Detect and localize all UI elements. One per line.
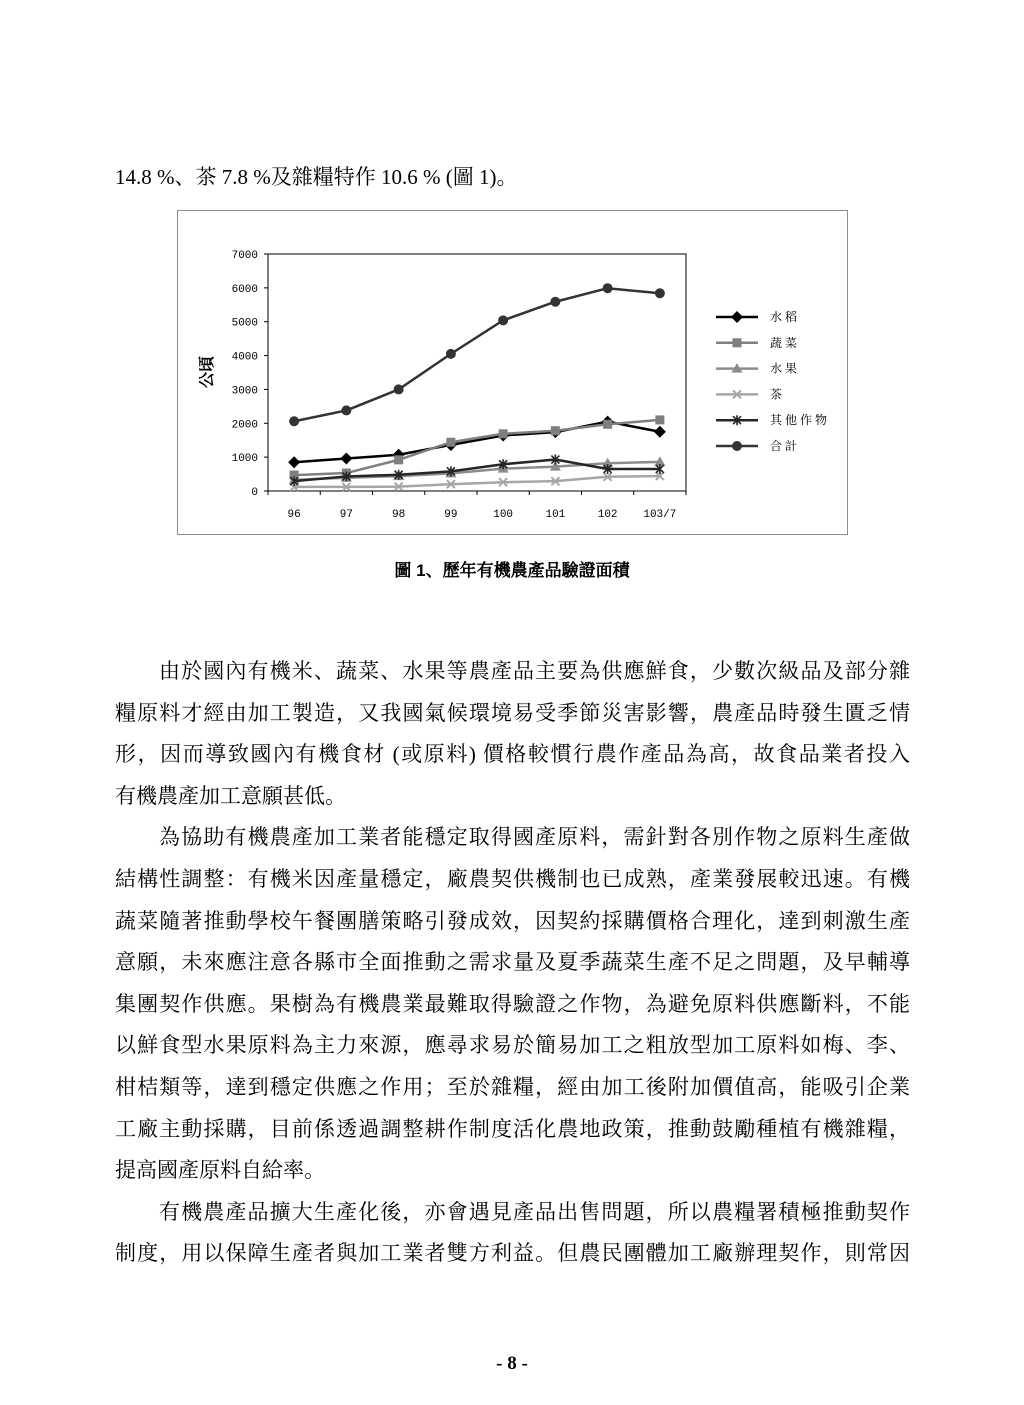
text-line: 有機農產加工意願甚低。 xyxy=(115,783,346,808)
y-tick-label: 2000 xyxy=(231,419,258,432)
vegetables-data-point xyxy=(446,438,455,447)
legend-item-fruit xyxy=(716,361,800,376)
total-series xyxy=(289,283,665,426)
chart-legend xyxy=(716,309,830,453)
legend-item-total xyxy=(716,438,800,453)
text-line: 為協助有機農產加工業者能穩定取得國產原料，需針對各別作物之原料生產做 xyxy=(159,825,910,850)
text-line: 意願，未來應注意各縣市全面推動之需求量及夏季蔬菜生產不足之問題，及早輔導 xyxy=(115,950,910,975)
total-data-point xyxy=(341,405,351,415)
total-data-point xyxy=(550,297,560,307)
text-line: 結構性調整：有機米因產量穩定，廠農契供機制也已成熟，產業發展較迅速。有機 xyxy=(115,866,910,891)
legend-label: 蔬菜 xyxy=(770,335,801,350)
legend-label: 合計 xyxy=(770,439,801,453)
legend-marker xyxy=(733,338,742,347)
total-data-point xyxy=(655,288,665,298)
legend-marker xyxy=(731,311,743,323)
body-text xyxy=(115,651,910,1275)
y-axis-title: 公頃 xyxy=(199,355,216,389)
text-line: 形，因而導致國內有機食材 (或原料) 價格較慣行農作產品為高，故食品業者投入 xyxy=(115,742,910,767)
x-tick-label: 97 xyxy=(339,509,353,521)
text-line: 以鮮食型水果原料為主力來源，應尋求易於簡易加工之粗放型加工原料如梅、李、 xyxy=(115,1033,910,1058)
text-line: 柑桔類等，達到穩定供應之作用；至於雜糧，經由加工後附加價值高，能吸引企業 xyxy=(115,1074,910,1099)
text-line: 由於國內有機米、蔬菜、水果等農產品主要為供應鮮食，少數次級品及部分雜 xyxy=(159,659,910,683)
legend-item-rice xyxy=(716,309,800,324)
total-data-point xyxy=(603,283,613,293)
vegetables-data-point xyxy=(394,455,403,464)
x-tick-label: 96 xyxy=(287,509,301,521)
total-series-line xyxy=(294,288,660,421)
x-tick-label: 100 xyxy=(493,509,514,521)
intro-text-line: 14.8 %、茶 7.8 %及雜糧特作 10.6 % (圖 1)。 xyxy=(115,165,518,189)
x-tick-label: 99 xyxy=(444,509,458,521)
legend-item-tea xyxy=(716,387,785,401)
legend-marker xyxy=(732,441,742,451)
paragraph xyxy=(115,1192,910,1275)
total-data-point xyxy=(446,349,456,359)
line-chart xyxy=(178,211,847,534)
legend-label: 其他作物 xyxy=(770,413,831,428)
legend-item-other-crops xyxy=(716,412,830,427)
total-data-point xyxy=(394,384,404,394)
x-tick-label: 101 xyxy=(545,509,566,521)
y-tick-label: 3000 xyxy=(231,385,258,398)
text-line: 糧原料才經由加工製造，又我國氣候環境易受季節災害影響，農產品時發生匱乏情 xyxy=(115,700,910,725)
vegetables-data-point xyxy=(551,426,560,435)
text-line: 工廠主動採購，目前係透過調整耕作制度活化農地政策，推動鼓勵種植有機雜糧， xyxy=(115,1116,910,1141)
y-tick-label: 4000 xyxy=(231,351,258,364)
y-tick-label: 7000 xyxy=(231,250,258,262)
y-tick-label: 0 xyxy=(251,487,258,499)
rice-data-point xyxy=(654,426,666,438)
text-line: 提高國產原料自給率。 xyxy=(115,1158,325,1183)
legend-item-vegetables xyxy=(716,335,800,350)
x-tick-label: 102 xyxy=(597,509,618,521)
y-tick-label: 1000 xyxy=(231,453,258,466)
y-tick-label: 5000 xyxy=(231,317,258,330)
legend-label: 水果 xyxy=(770,361,801,376)
total-data-point xyxy=(498,315,508,325)
vegetables-data-point xyxy=(499,429,508,438)
paragraph xyxy=(115,651,910,817)
vegetables-data-point xyxy=(655,415,664,424)
legend-label: 茶 xyxy=(770,387,786,402)
text-line: 制度，用以保障生產者與加工業者雙方利益。但農民團體加工廠辦理契作，則常因 xyxy=(115,1241,910,1266)
text-line: 蔬菜隨著推動學校午餐團膳策略引發成效，因契約採購價格合理化，達到刺激生產 xyxy=(115,908,910,933)
figure-caption: 圖 1、歷年有機農產品驗證面積 xyxy=(394,561,630,580)
legend-label: 水稻 xyxy=(770,310,801,324)
rice-data-point xyxy=(288,456,300,468)
page-number: - 8 - xyxy=(496,1353,528,1374)
total-data-point xyxy=(289,416,299,426)
y-tick-label: 6000 xyxy=(231,283,258,296)
text-line: 集團契作供應。果樹為有機農業最難取得驗證之作物，為避免原料供應斷料，不能 xyxy=(115,991,910,1016)
text-line: 有機農產品擴大生產化後，亦會遇見產品出售問題，所以農糧署積極推動契作 xyxy=(159,1199,910,1224)
x-tick-label: 103/7 xyxy=(643,509,677,521)
paragraph xyxy=(115,817,910,1191)
vegetables-data-point xyxy=(603,420,612,429)
rice-data-point xyxy=(340,452,352,464)
x-tick-label: 98 xyxy=(392,509,406,521)
chart-frame xyxy=(177,210,848,535)
